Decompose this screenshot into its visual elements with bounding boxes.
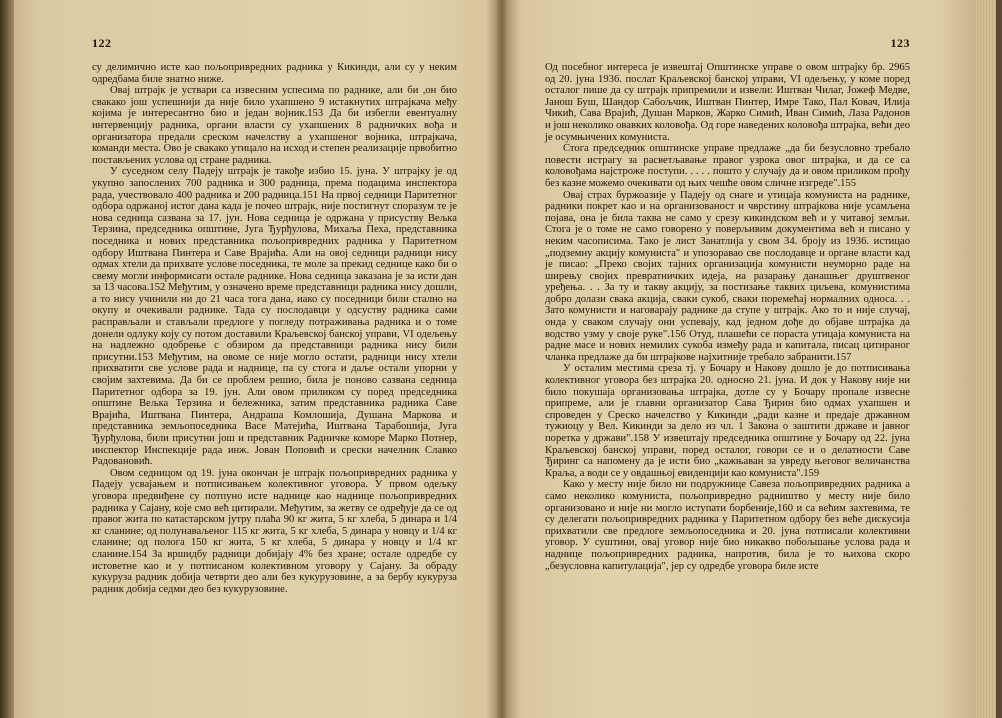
right-paragraph-1: Од посебног интереса је извештај Општинске управе о овом штрајку бр. 2965 од 20. јуна 1936. послат Краљевској банској управи, VI одељењу, у коме поред осталог пише да су штрајк припремили и извели: Иштван Чилаг, Јожеф Медве, Јанош Буш, Шандор Сабољчик, Иштван Пинтер, Имре Тако, Пал Ковач, Илија Чикић, Сава Врајић, Душан Марков, Жарко Симић, Иван Симић, Лаза Радонов и још неколико овавких коловођа. Од горе наведених коловођа штрајка, већи део је осумњичених комуниста.: [545, 62, 910, 143]
right-page: [501, 0, 1002, 718]
left-page-text: [92, 62, 457, 595]
right-paragraph-5: Како у месту није било ни подружнице Савеза пољопривредних радника а само неколико комуниста, пољопривредно радништво у месту није било организовано и није ни могло иступати борбеније,160 и са већим захтевима, те су делегати пољопривредних радника у Паритетном одбору без веће дискусија прихватили све предлоге земљопоседника и 20. јуна потписали колективни уговор. У суштини, овај уговор није био никакво побољшање услова рада и наднице пољопривредних радника, напротив, била је то њихова скоро „безусловна капитулација", јер су одредбе уговора биле исте: [545, 479, 910, 572]
left-paragraph-1: су делимично исте као пољопривредних радника у Кикинди, али су у неким одредбама биле знатно ниже.: [92, 62, 457, 85]
left-paragraph-4: Овом седницом од 19. јуна окончан је штрајк пољопривредних радника у Падеју усвајањем и потписивањем колективног уговора. У првом одељку уговора предвиђене су потпуно исте наднице као наднице пољопривредних радника у Сајану, које смо већ цитирали. Међутим, за жетву се одређује да се од правог жита по катастарском јутру плаћа 90 кг жита, 5 кг хлеба, 5 динара и 1/4 кг сланине; од полунаваљеног 115 кг жита, 5 кг хлеба, 5 динара у новцу и 1/4 кг сланине; од полога 150 кг жита, 5 кг хлеба, 5 динара у новцу и 1/4 кг сланине.154 За вршидбу радници добијају 4% без хране; остале одредбе су истоветне као и у потписаном колективном уговору у Сајану. За обраду кукуруза радник добија четврти део али без кукурузовине, а за бербу кукуруза радник добија седми део без кукурузовине.: [92, 467, 457, 595]
left-paragraph-2: Овај штрајк је уствари са извесним успесима по раднике, али би ,он био свакако још успешнији да није било ухапшено 9 истакнутих штрајкача међу којима је интересантно био и један војник.153 Да би избегли евентуалну интервенцију радника, органи власти су ухапшених 8 радничких вођа и организатора предали среском начелству а ухапшеног војника, штрајкача, команди места. Ово је свакако утицало на исход и степен реализације првобитно постављених услова од стране радника.: [92, 85, 457, 166]
right-page-number: 123: [890, 36, 910, 50]
left-paragraph-3: У суседном селу Падеју штрајк је такође избио 15. јуна. У штрајку је од укупно запослених 700 радника и 300 радница, према подацима инспектора рада, учествовало 400 радника и 200 радница.151 На првој седници Паритетног одбора одржаној истог дана када је почео штрајк, није постигнут споразум те је нова седница сазвана за 17. јун. Нова седница је одржана у присуству Вељка Терзина, председника општине, Југа Ђурђулова, Михаља Пеха, представника поседника и нових представника пољопривредних радника у Паритетном одбору Иштвана Пинтера и Саве Врајића. Али на овој седници радници нису одмах хтели да прихвате услове поседника, те моле за прекид седнице како би о свему могли информисати остале раднике. Нова седница заказана је за исти дан за 13 часова.152 Међутим, у означено време представници радника нису дошли, а то нису учинили ни до 21 часа тога дана, иако су поседници били стално на окупу и очекивали раднике. Тада су послодавци у одсуству радника сами расправљали и стављали предлоге у погледу потраживања радника и о томе донели одлуку коју су потом доставили Краљевској банској управи, VI одељењу на надлежно одобрење с обзиром да представници радника нису били присутни.153 Међутим, на овоме се није могло остати, радници нису хтели прихватити све услове рада и наднице, па су стога и даље остали упорни у својим захтевима. Да би се проблем решио, била је поново сазвана седница Паритетног одбора за 19. јун. Али овом приликом су поред председника општине Вељка Терзина и бележника, затим представника радника Саве Врајића, Иштвана Пинтера, Андраша Комлошија, Душана Маркова и представника земљопоседника Васе Матејића, Иштвана Тарабошија, Југа Ђурђулова, били присутни још и представник Радничке коморе Марко Потнер, инспектор Инспекције рада инж. Јован Поповић и срески начелник Славко Радовановић.: [92, 166, 457, 468]
right-page-text: [545, 62, 910, 572]
right-paragraph-3: Овај страх буржоазије у Падеју од снаге и утицаја комуниста на раднике, радники покрет као и на организованост и чврстину штрајкова није усамљена појава, она је била таква не само у срезу кикиндском већ и у читавој земљи. Стога је о томе не само говорено у поверљивим документима већ и писано у неким часописима. Тако је лист Занатлија у свом 34. броју из 1936. истицао „подземну акцију комуниста" и упозоравао све послодавце и органе власти кад је писао: „Преко својих тајних организација комунисти неуморно раде на ширењу својих превратничких идеја, на разарању данашњег друштвеног уређења. . . За ту и такву акцију, за постизање таквих циљева, комунистима добро долази свака акција, сваки сукоб, сваки поремећај нормалних односа. . . Зато комунисти и наговарају раднике да ступе у штрајк. Ако то и није случај, онда у сваком случају они успевају, кад једном дође до објаве штрајка да водство узму у своје руке".156 Отуд, плашећи се пораста утицаја комуниста на радне масе и нових немилих сукоба између рада и капитала, писац цитираног чланка предлаже да би штрајкове најхитније требало забранити.157: [545, 189, 910, 363]
right-paragraph-4: У осталим местима среза тј. у Бочару и Накову дошло је до потписивања колективног уговора без штрајка 20. односно 21. јуна. И док у Накову није ни било покушаја организовања штрајка, дотле су у Бочару пропале извесне припреме, али је главни организатор Сава Ђирин био одмах ухапшен и спроведен у Среско начелство у Кикинди „ради казне и предаје државном тужиоцу у Вел. Кикинди за дело из чл. 1 Закона о заштити државе и јавног поретка у држави".158 У извештају председника општине у Бочару од 22. јуна Краљевској банској управи, поред осталог, говори се и о делатности Саве Ђиринг са напомену да је исти био „кажњаван за увреду његовог величанства Краља, а води се у овдашњој евиденцији као комуниста".159: [545, 363, 910, 479]
right-paragraph-2: Стога председник општинске управе предлаже „да би безусловно требало повести истрагу за расветљавање правог узрока овог штрајка, и да се са коловођама најстроже поступи. . . . . поштo у случају да и овом приликом прођу без казне можемо очекивати од њих чешће овом сличне изгреде".155: [545, 143, 910, 189]
left-page-number: 122: [92, 36, 112, 50]
